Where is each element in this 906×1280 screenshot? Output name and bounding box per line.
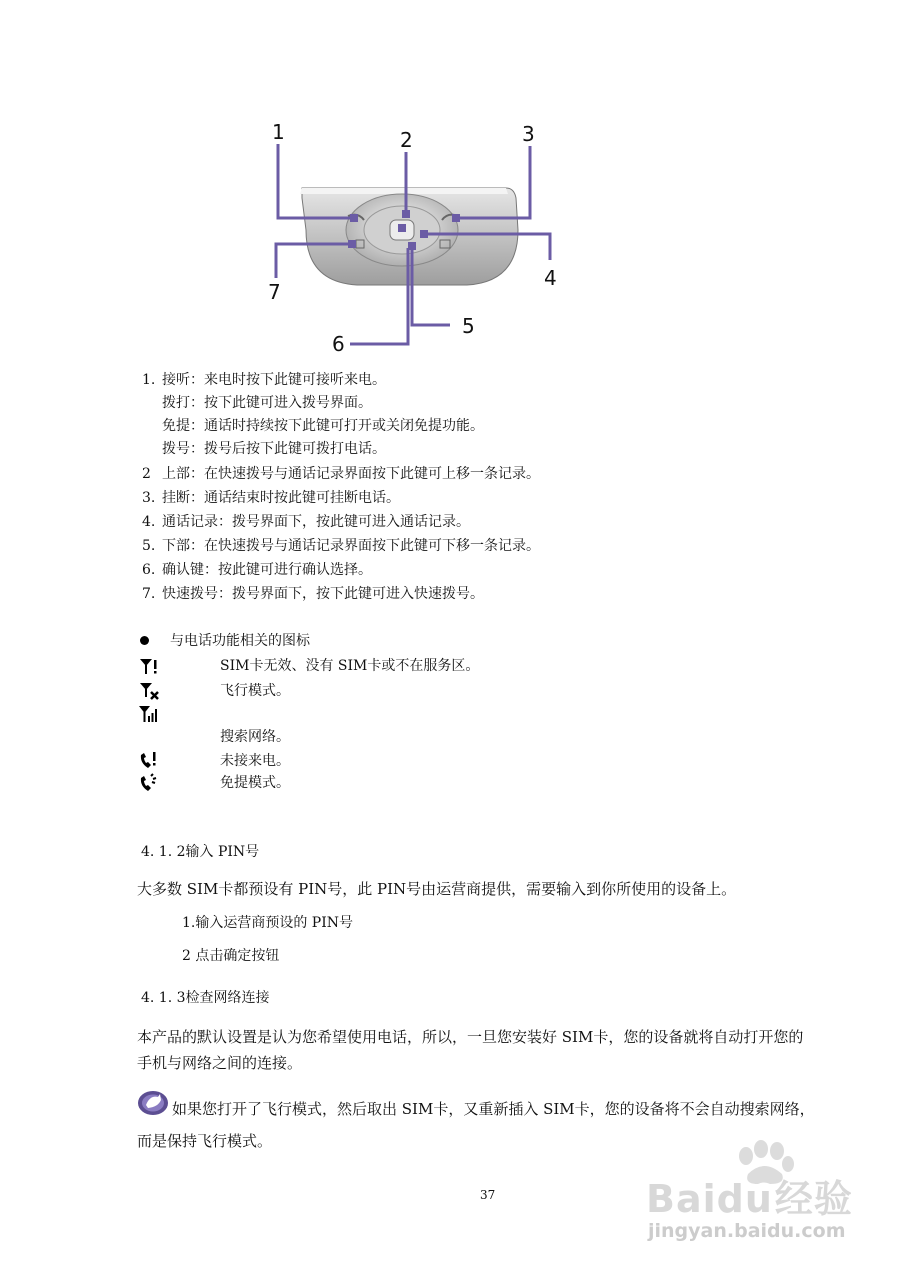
missed-call-icon <box>138 751 160 771</box>
section-heading-413: 4. 1. 3检查网络连接 <box>141 990 270 1006</box>
watermark-url: jingyan.baidu.com <box>648 1220 846 1242</box>
list-item-line: 免提：通话时持续按下此键可打开或关闭免提功能。 <box>162 418 484 434</box>
keypad-illustration <box>262 120 572 365</box>
list-item-line: 拨号：拨号后按下此键可拨打电话。 <box>162 441 386 457</box>
page-number: 37 <box>480 1188 496 1202</box>
icons-heading: 与电话功能相关的图标 <box>170 633 310 649</box>
speakerphone-icon <box>138 773 160 793</box>
signal-search-icon <box>138 704 160 724</box>
note-line: 如果您打开了飞行模式，然后取出 SIM卡，又重新插入 SIM卡，您的设备将不会自动搜索网络， <box>172 1100 815 1118</box>
bullet-dot <box>140 636 149 645</box>
note-line: 而是保持飞行模式。 <box>137 1132 273 1150</box>
section-412-paragraph: 大多数 SIM卡都预设有 PIN号，此 PIN号由运营商提供，需要输入到你所使用的设备上。 <box>137 880 737 898</box>
section-413-paragraph-line: 手机与网络之间的连接。 <box>137 1054 303 1072</box>
sim-invalid-icon <box>138 656 160 676</box>
callout-3: 3 <box>522 122 535 146</box>
icon-desc: 免提模式。 <box>220 775 290 791</box>
callout-5: 5 <box>462 314 475 338</box>
callout-1: 1 <box>272 120 285 144</box>
callout-2: 2 <box>400 128 413 152</box>
list-item-line: 拨打：按下此键可进入拨号界面。 <box>162 395 372 411</box>
flight-mode-icon <box>138 681 160 701</box>
step-item: 1.输入运营商预设的 PIN号 <box>182 915 354 931</box>
keypad-figure <box>262 120 572 365</box>
baidu-watermark <box>640 1138 870 1258</box>
icon-desc: 飞行模式。 <box>220 683 290 699</box>
callout-7: 7 <box>268 280 281 304</box>
watermark-brand: Bai <box>646 1177 717 1221</box>
icon-desc: 未接来电。 <box>220 753 290 769</box>
note-icon <box>136 1089 170 1117</box>
section-413-paragraph-line: 本产品的默认设置是认为您希望使用电话，所以，一旦您安装好 SIM卡，您的设备就将自动打开您的 <box>137 1028 804 1046</box>
step-item: 2 点击确定按钮 <box>182 948 280 964</box>
callout-6: 6 <box>332 332 345 356</box>
callout-4: 4 <box>544 266 557 290</box>
icon-desc: SIM卡无效、没有 SIM卡或不在服务区。 <box>220 658 480 674</box>
watermark-brand-2: du <box>716 1177 773 1221</box>
section-heading-412: 4. 1. 2输入 PIN号 <box>141 844 260 860</box>
icon-desc: 搜索网络。 <box>220 729 290 745</box>
watermark-cn: 经验 <box>774 1177 853 1221</box>
